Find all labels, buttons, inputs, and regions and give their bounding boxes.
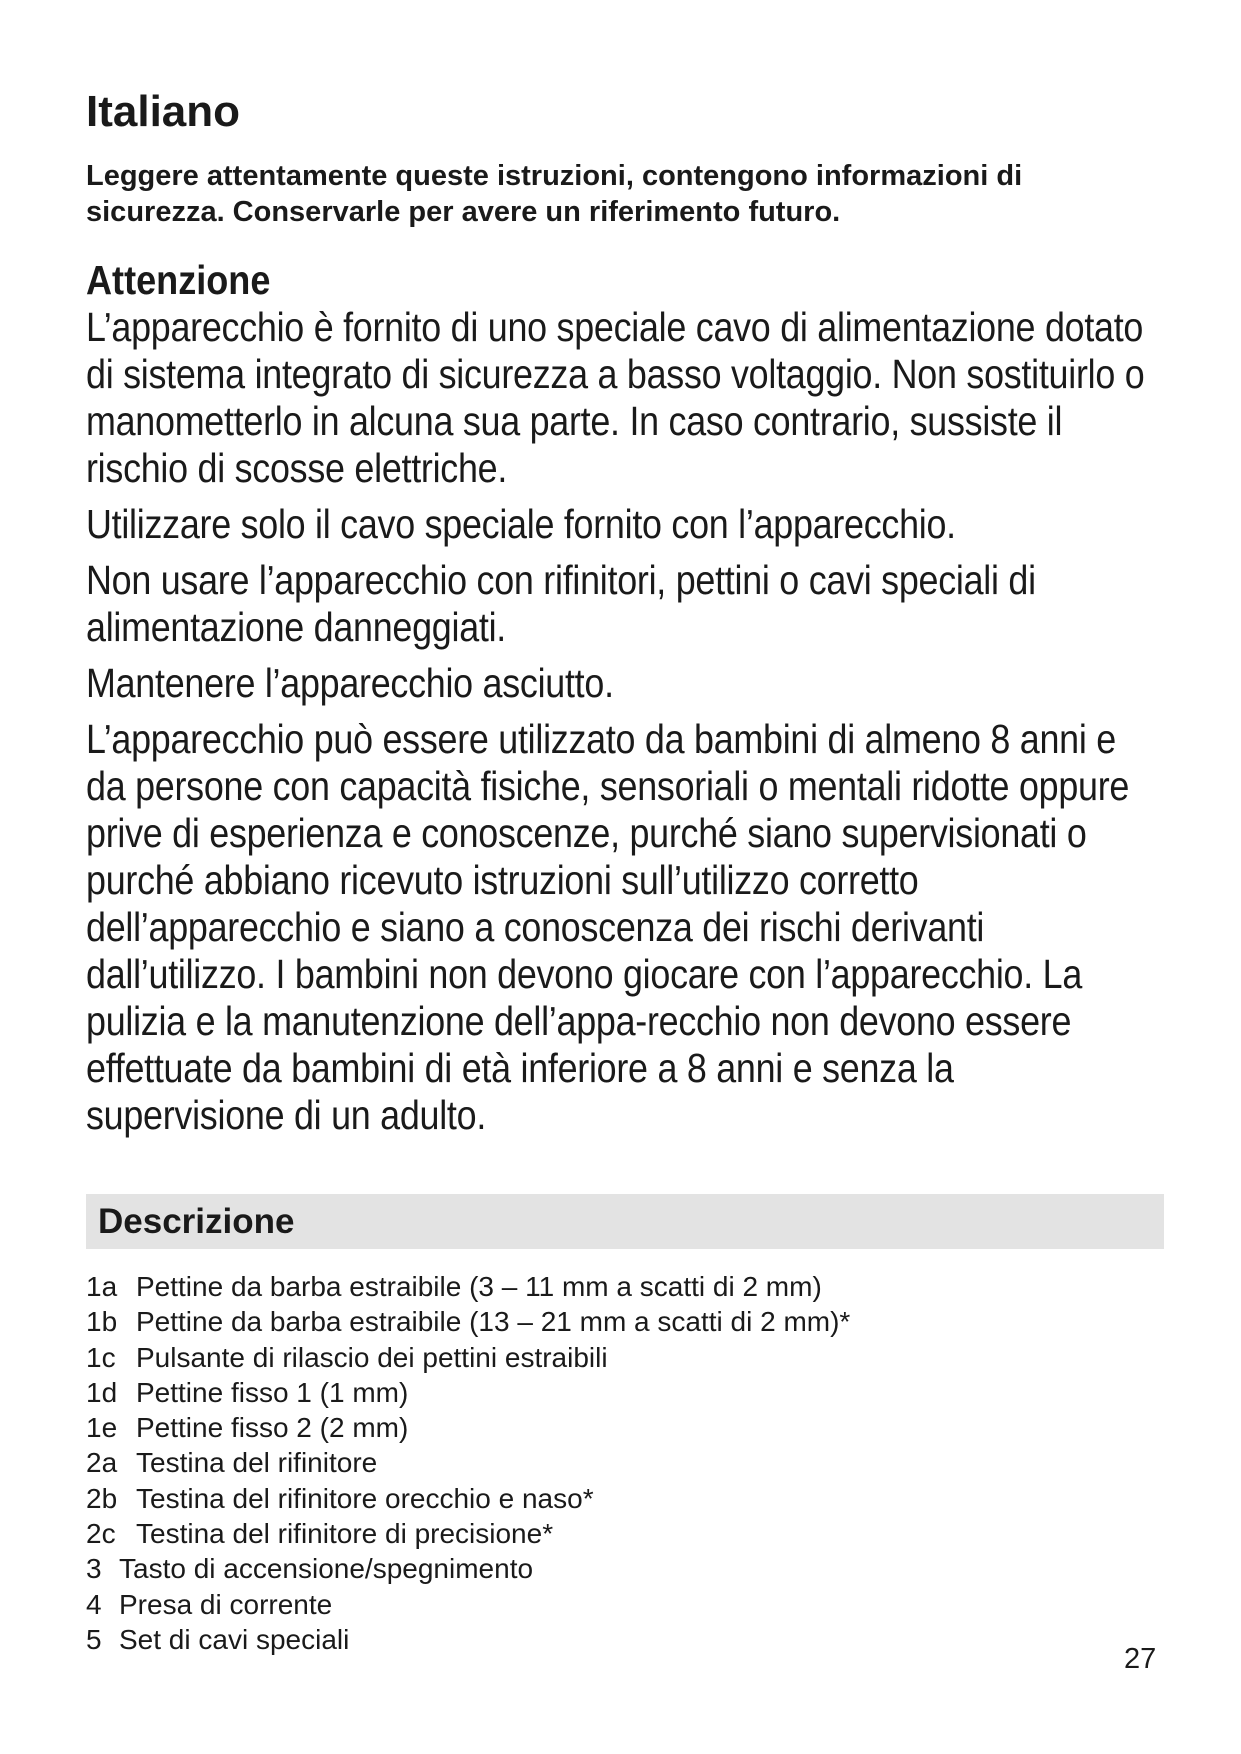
item-number: 2b	[86, 1482, 118, 1514]
item-number: 2c	[86, 1518, 116, 1550]
page-number: 27	[1124, 1643, 1157, 1675]
item-number: 1b	[86, 1306, 118, 1338]
warning-paragraph: Mantenere l’apparecchio asciutto.	[86, 660, 614, 706]
list-item	[86, 1516, 1166, 1551]
list-item	[86, 1375, 1166, 1410]
item-number: 3	[86, 1553, 102, 1585]
list-item	[86, 1340, 1166, 1375]
item-text: Tasto di accensione/spegnimento	[119, 1553, 534, 1585]
item-number: 2a	[86, 1447, 118, 1479]
warning-paragraph: L’apparecchio può essere utilizzato da bambini di almeno 8 anni e da persone con capacità fisiche, sensoriali o mentali ridotte oppure prive di esperienza e conoscenze, purché siano supervisionati o purché abbiano ricevuto istruzioni sull’utilizzo corretto dell’apparecchio e siano a conoscenza dei rischi derivanti dall’utilizzo. I bambini non devono giocare con l’apparecchio. La pulizia e la manutenzione dell’appa-recchio non devono essere effettuate da bambini di età inferiore a 8 anni e senza la supervisione di un adulto.	[86, 716, 1130, 1138]
item-text: Pettine da barba estraibile (13 – 21 mm a scatti di 2 mm)*	[136, 1306, 851, 1338]
warning-paragraphs	[86, 304, 1166, 1139]
warning-paragraph: Non usare l’apparecchio con rifinitori, pettini o cavi speciali di alimentazione danneggiati.	[86, 557, 1036, 650]
intro-text: Leggere attentamente queste istruzioni, contengono informazioni di sicurezza. Conservarle per avere un riferimento futuro.	[86, 160, 1023, 228]
manual-page	[86, 84, 1166, 1657]
item-text: Pettine fisso 1 (1 mm)	[136, 1376, 409, 1408]
list-item	[86, 1551, 1166, 1586]
item-number: 4	[86, 1588, 102, 1620]
list-item	[86, 1269, 1166, 1304]
description-heading-bar	[86, 1194, 1164, 1249]
item-text: Presa di corrente	[119, 1588, 333, 1620]
item-text: Testina del rifinitore	[136, 1447, 378, 1479]
item-text: Pulsante di rilascio dei pettini estraibili	[136, 1341, 608, 1373]
item-text: Pettine da barba estraibile (3 – 11 mm a scatti di 2 mm)	[136, 1271, 822, 1302]
item-text: Set di cavi speciali	[119, 1623, 350, 1655]
item-text: Testina del rifinitore di precisione*	[136, 1518, 554, 1550]
list-item	[86, 1622, 1166, 1657]
list-item	[86, 1481, 1166, 1516]
item-number: 1e	[86, 1412, 118, 1444]
item-number: 1d	[86, 1376, 118, 1408]
item-number: 1c	[86, 1341, 116, 1373]
warning-heading: Attenzione	[86, 257, 271, 303]
warning-paragraph: L’apparecchio è fornito di uno speciale cavo di alimentazione dotato di sistema integrato di sicurezza a basso voltaggio. Non sostituirlo o manometterlo in alcuna sua parte. In caso contrario, sussiste il rischio di scosse elettriche.	[86, 304, 1145, 491]
item-text: Testina del rifinitore orecchio e naso*	[136, 1482, 594, 1514]
list-item	[86, 1304, 1166, 1339]
list-item	[86, 1587, 1166, 1622]
item-number: 5	[86, 1623, 102, 1655]
description-list	[86, 1269, 1166, 1657]
list-item	[86, 1445, 1166, 1480]
item-number: 1a	[86, 1271, 118, 1302]
language-title: Italiano	[86, 87, 241, 136]
description-heading: Descrizione	[98, 1202, 295, 1241]
warning-paragraph: Utilizzare solo il cavo speciale fornito con l’apparecchio.	[86, 501, 956, 547]
list-item	[86, 1410, 1166, 1445]
item-text: Pettine fisso 2 (2 mm)	[136, 1412, 409, 1444]
